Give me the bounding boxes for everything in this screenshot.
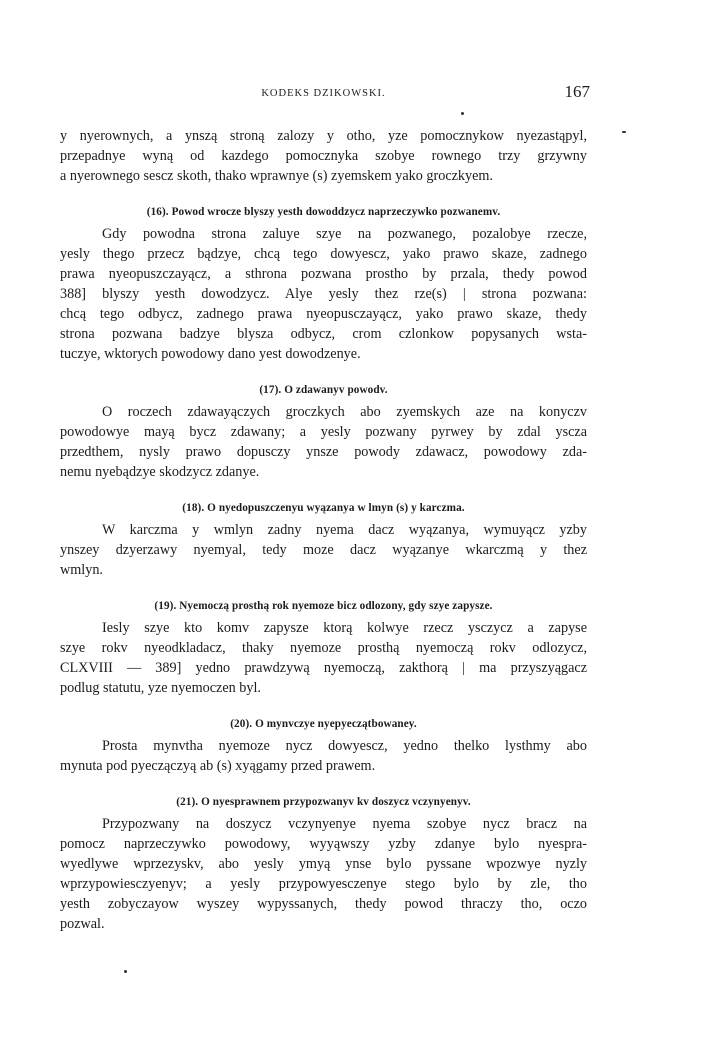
page-header xyxy=(60,82,590,108)
text-line: Przypozwany na doszycz vczynyenye nyema szobye nycz bracz na xyxy=(102,816,587,832)
text-line: wprzypowiesczyenyv; a yesly przypowyesczenye stego bylo by zle, tho xyxy=(60,876,587,892)
text-line: y nyerownych, a ynszą stroną zalozy y otho, yze pomocznykow nyezastąpyl, xyxy=(60,128,587,144)
text-line: Gdy powodna strona zaluye szye na pozwanego, pozalobye rzecze, xyxy=(102,226,587,242)
text-line: chcą tego odbycz, zadnego prawa nyeopusczayącz, yako prawo skaze, thedy xyxy=(60,306,587,322)
section-heading: (18). O nyedopuszczenyu wyązanya w lmyn (s) y karczma. xyxy=(182,502,465,514)
text-line: strona pozwana badzye blysza odbycz, crom czlonkow popysanych wsta- xyxy=(60,326,587,342)
section-heading: (19). Nyemoczą prosthą rok nyemoze bicz odlozony, gdy szye zapysze. xyxy=(154,600,493,612)
text-line: mynuta pod pyeczączyą ab (s) xyągamy przed prawem. xyxy=(60,758,376,774)
text-line: szye rokv nyeodkladacz, thaky nyemoze prosthą nyemoczą rokv odlozycz, xyxy=(60,640,587,656)
section-paragraph xyxy=(60,520,587,580)
text-line: yesth zobyczayow wyszey wypyssanych, thedy powod thraczy tho, oczo xyxy=(60,896,587,912)
text-line: nemu nyebądzye skodzycz zdanye. xyxy=(60,464,260,480)
print-speck xyxy=(124,970,127,973)
continuation-paragraph xyxy=(60,126,587,186)
section-heading: (20). O mynvczye nyepyeczątbowaney. xyxy=(230,718,417,730)
section-heading: (17). O zdawanyv powodv. xyxy=(259,384,388,396)
print-speck xyxy=(461,112,464,115)
section-paragraph xyxy=(60,618,587,698)
text-line: powodowye mayą bycz zdawany; a yesly pozwany pyrwey by zdal yscza xyxy=(60,424,587,440)
section-heading: (16). Powod wrocze blyszy yesth dowoddzycz naprzeczywko pozwanemv. xyxy=(146,206,501,218)
text-line: pomocz naprzeczywko powodowy, wyyąwszy yzby zdanye bylo nyespra- xyxy=(60,836,587,852)
text-line: pozwal. xyxy=(60,916,105,932)
document-page xyxy=(60,82,590,934)
text-line: wyedlywe wprzezyskv, abo yesly ymyą ynse bylo pyssane wpozwye nyzly xyxy=(60,856,587,872)
text-line: prawa nyeopuszczayącz, a sthrona pozwana prostho by przala, thedy powod xyxy=(60,266,587,282)
text-line: W karczma y wmlyn zadny nyema dacz wyązanya, wymuyącz yzby xyxy=(102,522,587,538)
section-heading: (21). O nyesprawnem przypozwanyv kv doszycz vczynyenyv. xyxy=(176,796,471,808)
section-paragraph xyxy=(60,224,587,364)
section-paragraph xyxy=(60,402,587,482)
text-line: a nyerownego sescz skoth, thako wprawnye (s) zyemskem yako groczkyem. xyxy=(60,168,493,184)
text-line: Prosta mynvtha nyemoze nycz dowyescz, yedno thelko lysthmy abo xyxy=(102,738,587,754)
text-line: O roczech zdawayączych groczkych abo zyemskych aze na konyczv xyxy=(102,404,587,420)
text-line: przedthem, nysly prawo dopusczy ynsze powody zdawacz, powodowy zda- xyxy=(60,444,587,460)
text-line: tuczye, wktorych powodowy dano yest dowodzenye. xyxy=(60,346,361,362)
text-line: ynszey dzyerzawy nyemyal, tedy moze dacz wyązanye wkarczmą y thez xyxy=(60,542,587,558)
text-line: 388] blyszy yesth dowodzycz. Alye yesly thez rze(s) | strona pozwana: xyxy=(60,286,587,302)
section-paragraph xyxy=(60,736,587,776)
text-line: Iesly szye kto komv zapysze ktorą kolwye rzecz ysczycz a zapyse xyxy=(102,620,587,636)
text-line: CLXVIII — 389] yedno prawdzywą nyemoczą, zakthorą | ma przyszyągacz xyxy=(60,660,587,676)
running-title: KODEKS DZIKOWSKI. xyxy=(261,88,386,99)
section-paragraph xyxy=(60,814,587,934)
text-line: przepadnye wyną od kazdego pomocznyka szobye rownego trzy grzywny xyxy=(60,148,587,164)
text-line: podlug statutu, yze nyemoczen byl. xyxy=(60,680,261,696)
print-speck xyxy=(622,131,626,133)
page-number: 167 xyxy=(564,82,590,101)
text-line: wmlyn. xyxy=(60,562,103,578)
text-line: yesly thego przecz bądzye, chcą tego dowyescz, yako prawo skaze, zadnego xyxy=(60,246,587,262)
